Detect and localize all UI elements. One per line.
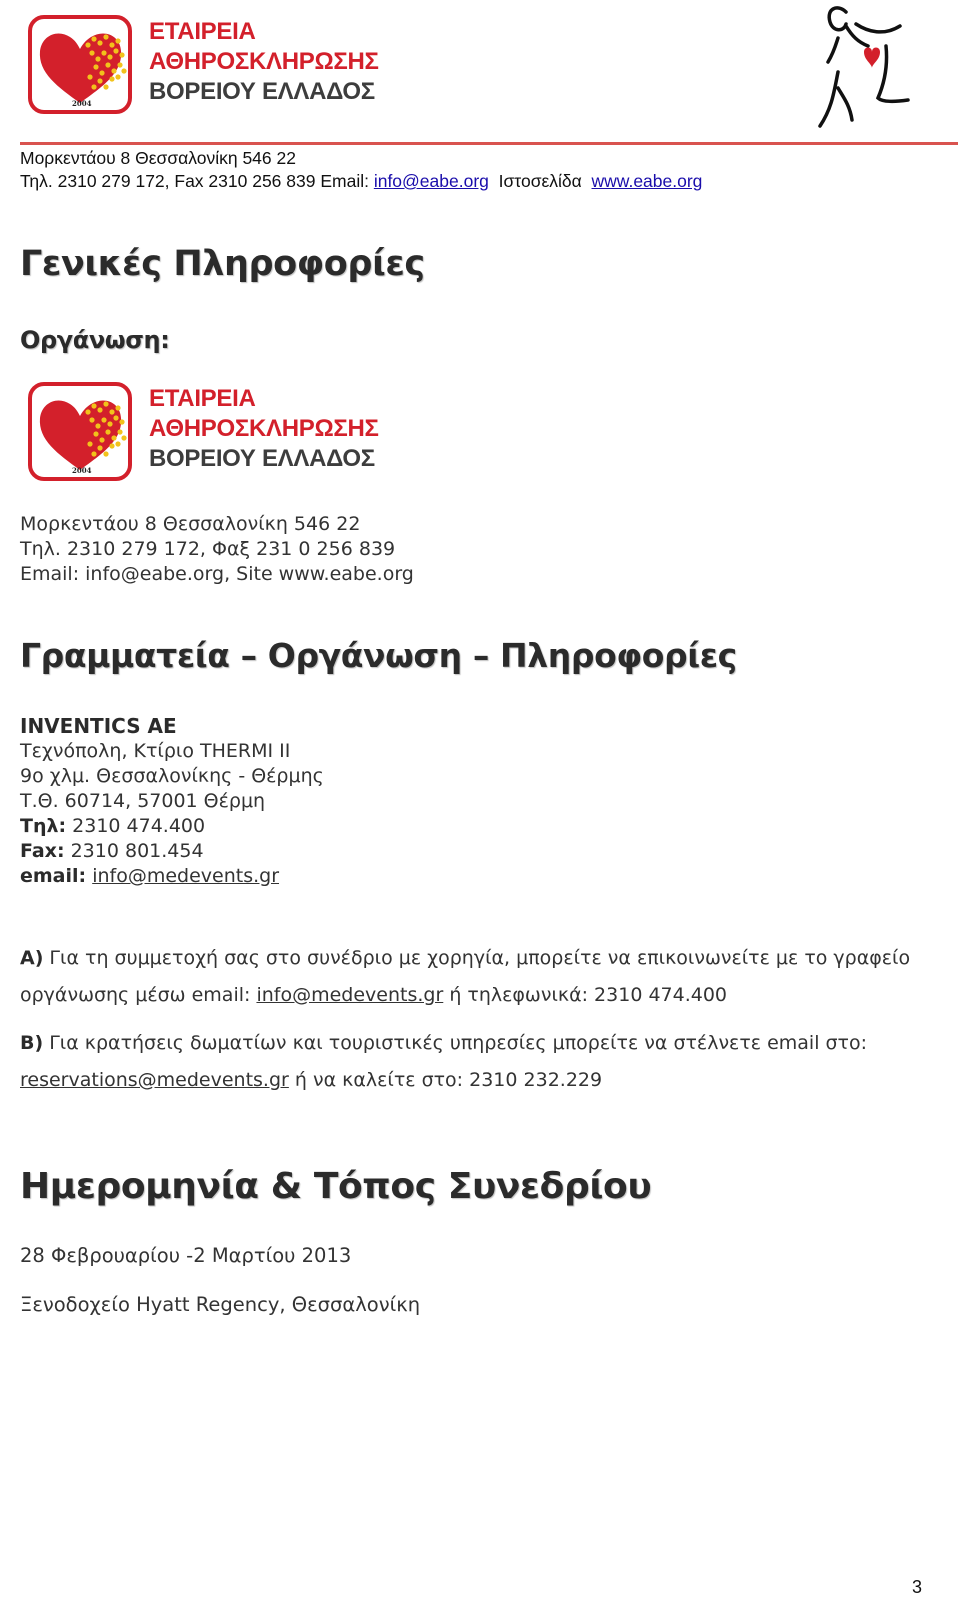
header-divider — [20, 142, 958, 145]
logo-year: 2004 — [72, 466, 92, 475]
note-a-text-3: ή τηλεφωνικά: 2310 474.400 — [443, 984, 728, 1006]
organization-label: Οργάνωση: — [20, 326, 170, 354]
event-venue: Ξενοδοχείο Hyatt Regency, Θεσσαλονίκη — [20, 1293, 421, 1316]
note-b-label: Β) — [20, 1032, 44, 1054]
note-b-text: Για κρατήσεις δωματίων και τουριστικές υπηρεσίες μπορείτε να στέλνετε email στο: — [43, 1032, 868, 1054]
logo-line-2: ΑΘΗΡΟΣΚΛΗΡΩΣΗΣ — [149, 415, 379, 442]
logo-line-2: ΑΘΗΡΟΣΚΛΗΡΩΣΗΣ — [149, 48, 379, 75]
figure-sketch-icon — [808, 2, 914, 132]
fax-label: Fax: — [20, 840, 65, 862]
notes — [20, 940, 910, 1099]
secretariat-address-3: Τ.Θ. 60714, 57001 Θέρμη — [20, 790, 266, 812]
header-contact — [20, 147, 702, 193]
phone-label: Τηλ: — [20, 815, 67, 837]
heart-logo-icon — [28, 382, 134, 482]
secretariat-phone — [20, 814, 324, 839]
secretariat-email-link[interactable]: info@medevents.gr — [92, 865, 280, 887]
note-b-text-2: ή να καλείτε στο: 2310 232.229 — [288, 1069, 603, 1091]
logo-wordmark — [149, 17, 379, 107]
logo-line-3: ΒΟΡΕΙΟΥ ΕΛΛΑΔΟΣ — [149, 445, 375, 472]
phone-value: 2310 474.400 — [66, 815, 206, 837]
event-dates: 28 Φεβρουαρίου -2 Μαρτίου 2013 — [20, 1244, 352, 1267]
organizer-phone: Τηλ. 2310 279 172, Φαξ 231 0 256 839 — [20, 538, 396, 560]
note-a-email-link[interactable]: info@medevents.gr — [256, 984, 444, 1006]
secretariat-title: Γραμματεία – Οργάνωση – Πληροφορίες — [20, 636, 737, 675]
header-email-link[interactable]: info@eabe.org — [373, 171, 489, 191]
header-address: Μορκεντάου 8 Θεσσαλονίκη 546 22 — [20, 148, 296, 168]
note-a-text: Για τη συμμετοχή σας στο συνέδριο με χορηγία, μπορείτε να επικοινωνείτε με το γραφείο — [43, 947, 911, 969]
header-site-label: Ιστοσελίδα — [488, 171, 592, 191]
logo-line-3: ΒΟΡΕΙΟΥ ΕΛΛΑΔΟΣ — [149, 78, 375, 105]
date-venue-title: Ημερομηνία & Τόπος Συνεδρίου — [20, 1166, 652, 1207]
logo-wordmark — [149, 384, 379, 474]
logo-line-1: ΕΤΑΙΡΕΙΑ — [149, 385, 256, 412]
fax-value: 2310 801.454 — [64, 840, 204, 862]
email-label: email: — [20, 865, 87, 887]
secretariat-details — [20, 714, 324, 889]
note-a-line-1 — [20, 940, 910, 977]
secretariat-company: INVENTICS AE — [20, 714, 177, 738]
note-b-line-1 — [20, 1025, 910, 1062]
organizer-contact — [20, 512, 414, 587]
header-site-link[interactable]: www.eabe.org — [591, 171, 703, 191]
secretariat-fax — [20, 839, 324, 864]
logo-line-1: ΕΤΑΙΡΕΙΑ — [149, 18, 256, 45]
general-info-title: Γενικές Πληροφορίες — [20, 244, 425, 284]
note-a-text-2: οργάνωσης μέσω email: — [20, 984, 257, 1006]
heart-logo-icon — [28, 15, 134, 115]
secretariat-email — [20, 864, 324, 889]
secretariat-address-2: 9ο χλμ. Θεσσαλονίκης - Θέρμης — [20, 765, 324, 787]
note-b-line-2 — [20, 1062, 910, 1099]
secretariat-address-1: Τεχνόπολη, Κτίριο THERMI II — [20, 740, 291, 762]
header-contact-line — [20, 170, 702, 193]
page-number: 3 — [912, 1577, 923, 1597]
note-a-label: Α) — [20, 947, 44, 969]
logo-year: 2004 — [72, 99, 92, 108]
note-a-line-2 — [20, 977, 910, 1014]
note-b-email-link[interactable]: reservations@medevents.gr — [20, 1069, 289, 1091]
organizer-email-site: Email: info@eabe.org, Site www.eabe.org — [20, 563, 414, 585]
organizer-address: Μορκεντάου 8 Θεσσαλονίκη 546 22 — [20, 513, 361, 535]
header-phone-fax: Τηλ. 2310 279 172, Fax 2310 256 839 Email: — [20, 171, 374, 191]
